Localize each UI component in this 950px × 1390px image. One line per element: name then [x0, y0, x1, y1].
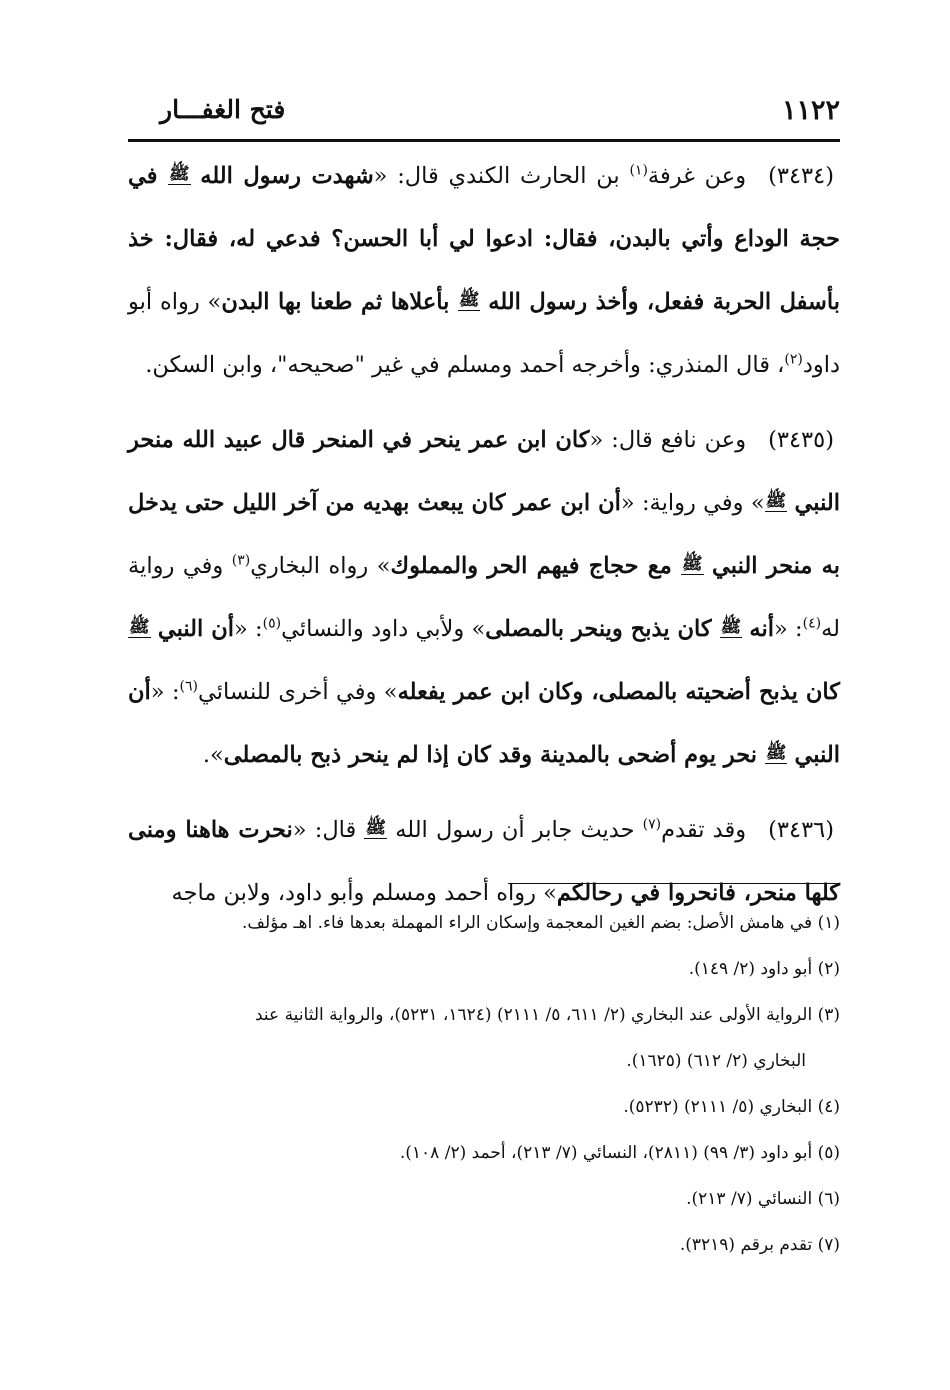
hadith-text: » ولأبي داود والنسائي [281, 616, 486, 642]
hadith-number: (٣٤٣٦) [768, 817, 835, 843]
salutation-glyph: ﷺ [681, 554, 703, 574]
hadith-quote: أن النبي [157, 616, 234, 642]
footnote-separator [508, 883, 840, 884]
hadith-quote: بأعلاها ثم طعنا بها البدن [221, 289, 458, 315]
hadith-text: وعن غرفة [647, 163, 747, 189]
footnote-1 [128, 900, 840, 946]
footnote-ref: (٣) [231, 552, 251, 569]
hadith-text: حديث جابر أن رسول الله [395, 817, 643, 843]
hadith-text: : « [774, 616, 803, 642]
hadith-text: : « [234, 616, 263, 642]
hadith-number: (٣٤٣٤) [768, 163, 834, 189]
hadith-text: ». [202, 742, 224, 768]
footnote-6 [128, 1176, 840, 1222]
hadith-quote: أن النبي [128, 679, 840, 768]
main-text [128, 145, 840, 937]
footnote-7 [128, 1222, 840, 1268]
hadith-quote: أن ابن عمر كان يبعث بهديه من آخر الليل حتى يدخل به منحر النبي [128, 490, 841, 579]
footnote-text: (٧) تقدم برقم (٣٢١٩). [679, 1235, 840, 1255]
running-title: فتح الغفـــار [160, 95, 286, 124]
footnote-continuation: البخاري (٢/ ٦١٢) (١٦٢٥). [626, 1051, 806, 1071]
salutation-glyph: ﷺ [720, 617, 742, 637]
footnote-3 [128, 992, 840, 1084]
hadith-text: » وفي رواية: « [620, 490, 765, 516]
footnote-ref: (٤) [802, 615, 822, 632]
hadith-text: بن الحارث الكندي قال: « [373, 163, 630, 189]
hadith-text: وعن نافع قال: « [589, 427, 747, 453]
hadith-quote: شهدت رسول الله [200, 163, 374, 189]
hadith-quote: كان يذبح أضحيته بالمصلى، وكان ابن عمر يفعله [397, 679, 840, 705]
salutation-glyph: ﷺ [168, 164, 190, 184]
hadith-text: وفي رواية له [128, 553, 841, 642]
footnote-ref: (٧) [642, 816, 662, 833]
footnote-5 [128, 1130, 840, 1176]
hadith-text: قال: « [292, 817, 365, 843]
footnote-ref: (٦) [179, 678, 198, 695]
footnote-ref: (٥) [262, 615, 282, 632]
footnote-text: (٥) أبو داود (٣/ ٩٩) (٢٨١١)، النسائي (٧/ ٢١٣)، أحمد (٢/ ١٠٨). [399, 1143, 840, 1163]
page-number: ١١٢٢ [781, 95, 840, 126]
footnote-4 [128, 1084, 840, 1130]
salutation-glyph: ﷺ [765, 743, 787, 763]
hadith-quote: في حجة الوداع وأتي بالبدن، فقال: ادعوا لي أبا الحسن؟ فدعي له، فقال: خذ بأسفل الحربة ففعل، وأخذ رسول الله [128, 163, 841, 315]
header-rule [128, 139, 840, 142]
hadith-text: » وفي أخرى للنسائي [198, 679, 398, 705]
hadith-quote: نحرت هاهنا ومنى كلها منحر، فانحروا في رحالكم [128, 817, 840, 906]
footnote-2 [128, 946, 840, 992]
footnote-text: (٤) البخاري (٥/ ٢١١١) (٥٢٣٢). [623, 1097, 840, 1117]
footnote-text: (٦) النسائي (٧/ ٢١٣). [686, 1189, 840, 1209]
footnote-text: (١) في هامش الأصل: بضم الغين المعجمة وإسكان الراء المهملة بعدها فاء. اهـ مؤلف. [242, 913, 840, 933]
hadith-quote: كان ابن عمر ينحر في المنحر قال عبيد الله منحر النبي [128, 427, 840, 516]
hadith-3435 [128, 409, 840, 787]
hadith-text: وقد تقدم [661, 817, 747, 843]
footnote-text: (٣) الرواية الأولى عند البخاري (٢/ ٦١١، ٥/ ٢١١١) (١٦٢٤، ٥٢٣١)، والرواية الثانية عند [254, 1005, 840, 1025]
hadith-number: (٣٤٣٥) [768, 427, 835, 453]
salutation-glyph: ﷺ [129, 617, 150, 637]
hadith-3434 [128, 145, 840, 397]
hadith-text: » رواه أحمد ومسلم وأبو داود، ولابن ماجه [171, 880, 557, 906]
hadith-text: » رواه البخاري [250, 553, 391, 579]
footnotes [128, 900, 840, 1268]
footnote-text: (٢) أبو داود (٢/ ١٤٩). [688, 959, 840, 979]
footnote-ref: (١) [629, 162, 648, 179]
hadith-text: : « [150, 679, 180, 705]
hadith-text: ، قال المنذري: وأخرجه أحمد ومسلم في غير "صحيحه"، وابن السكن. [145, 352, 785, 378]
hadith-quote: أنه [749, 616, 774, 642]
footnote-ref: (٢) [784, 351, 803, 368]
hadith-quote: مع حجاج فيهم الحر والمملوك [390, 553, 681, 579]
hadith-quote: كان يذبح وينحر بالمصلى [485, 616, 720, 642]
salutation-glyph: ﷺ [765, 491, 787, 511]
salutation-glyph: ﷺ [365, 818, 386, 838]
hadith-text: » رواه أبو داود [128, 289, 840, 378]
salutation-glyph: ﷺ [458, 290, 480, 310]
page-header [128, 95, 840, 137]
hadith-quote: نحر يوم أضحى بالمدينة وقد كان إذا لم ينحر ذبح بالمصلى [223, 742, 765, 768]
